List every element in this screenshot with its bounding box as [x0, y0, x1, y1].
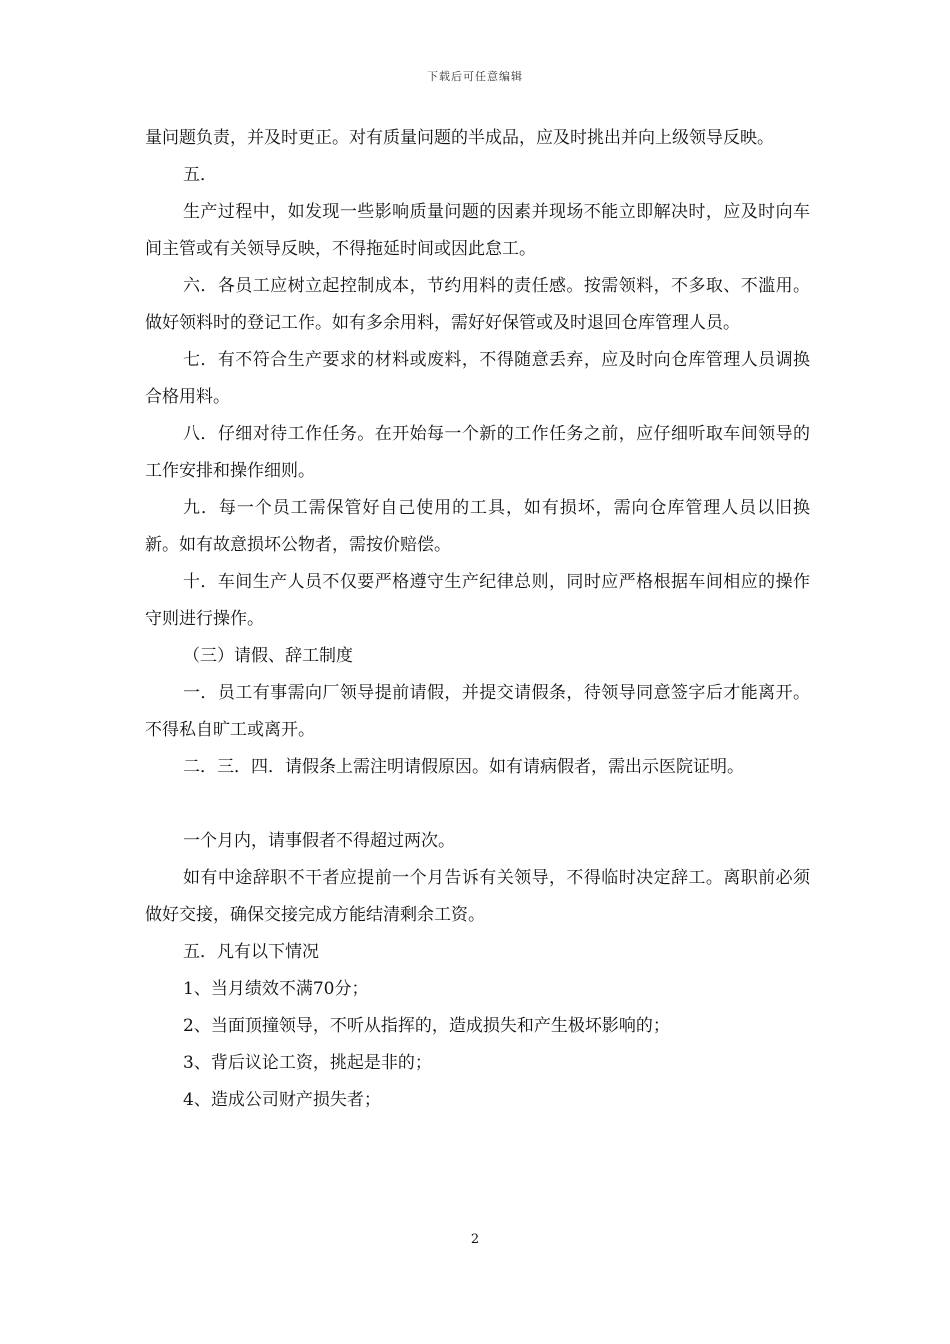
blank-line	[145, 786, 810, 823]
paragraph: 九．每一个员工需保管好自己使用的工具，如有损坏，需向仓库管理人员以旧换新。如有故意损坏公物者，需按价赔偿。	[145, 498, 810, 555]
paragraph: 五．凡有以下情况	[183, 942, 319, 962]
paragraph: 生产过程中，如发现一些影响质量问题的因素并现场不能立即解决时，应及时向车间主管或有关领导反映，不得拖延时间或因此怠工。	[145, 202, 810, 259]
paragraph: 十．车间生产人员不仅要严格遵守生产纪律总则，同时应严格根据车间相应的操作守则进行操作。	[145, 572, 810, 629]
document-body	[145, 120, 810, 1119]
paragraph: 七．有不符合生产要求的材料或废料，不得随意丢弃，应及时向仓库管理人员调换合格用料。	[145, 350, 810, 407]
paragraph: （三）请假、辞工制度	[183, 646, 353, 666]
paragraph: 五．	[183, 165, 217, 185]
paragraph: 如有中途辞职不干者应提前一个月告诉有关领导，不得临时决定辞工。离职前必须做好交接，确保交接完成方能结清剩余工资。	[145, 868, 810, 925]
paragraph: 一个月内，请事假者不得超过两次。	[183, 831, 455, 851]
paragraph: 4、造成公司财产损失者；	[183, 1090, 381, 1110]
paragraph: 六．各员工应树立起控制成本，节约用料的责任感。按需领料，不多取、不滥用。做好领料时的登记工作。如有多余用料，需好好保管或及时退回仓库管理人员。	[145, 276, 810, 333]
paragraph: 一．员工有事需向厂领导提前请假，并提交请假条，待领导同意签字后才能离开。不得私自旷工或离开。	[145, 683, 810, 740]
page-number: 2	[470, 1232, 480, 1247]
paragraph: 八．仔细对待工作任务。在开始每一个新的工作任务之前，应仔细听取车间领导的工作安排和操作细则。	[145, 424, 810, 481]
paragraph: 3、背后议论工资，挑起是非的；	[183, 1053, 432, 1073]
page-header: 下载后可任意编辑	[427, 70, 523, 83]
paragraph: 2、当面顶撞领导，不听从指挥的，造成损失和产生极坏影响的；	[183, 1016, 670, 1036]
paragraph: 1、当月绩效不满70分；	[183, 979, 369, 999]
paragraph: 二．三．四．请假条上需注明请假原因。如有请病假者，需出示医院证明。	[183, 757, 744, 777]
paragraph: 量问题负责，并及时更正。对有质量问题的半成品，应及时挑出并向上级领导反映。	[145, 128, 774, 148]
